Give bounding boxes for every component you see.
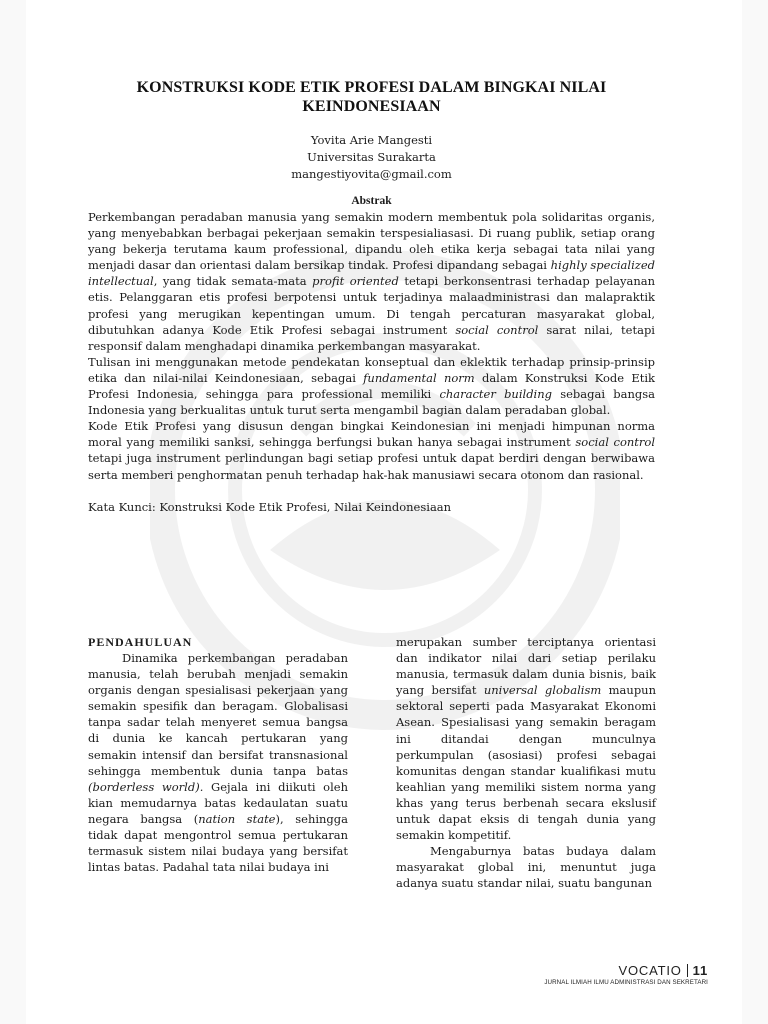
page-number: 11	[692, 963, 708, 978]
left-column	[88, 634, 348, 892]
abstract-heading: Abstrak	[351, 195, 392, 207]
journal-name: VOCATIO	[618, 963, 682, 978]
right-edge-watermark	[742, 0, 768, 1024]
abstract-paragraph-1: Perkembangan peradaban manusia yang semakin modern membentuk pola solidaritas organis, yang menyebabkan berbagai pekerjaan semakin terspesialiasasi. Di ruang publik, setiap orang yang bekerja terutama kaum professional, dipandu oleh etika kerja sebagai tata nilai yang menjadi dasar dan orientasi dalam bersikap tindak. Profesi dipandang sebagai highly specialized intellectual, yang tidak semata-mata profit oriented tetapi berkonsentrasi terhadap pelayanan etis. Pelanggaran etis profesi berpotensi untuk terjadinya malaadministrasi dan malapraktik profesi yang merugikan kepentingan umum. Di tengah percaturan masyarakat global, dibutuhkan adanya Kode Etik Profesi sebagai instrument social control sarat nilai, tetapi responsif dalam menghadapi dinamika perkembangan masyarakat.	[88, 210, 655, 353]
author-email: mangestiyovita@gmail.com	[291, 167, 452, 181]
author-affiliation: Universitas Surakarta	[307, 150, 436, 164]
intro-paragraph-1: Dinamika perkembangan peradaban manusia, telah berubah menjadi semakin organis dengan spesialisasi pekerjaan yang semakin spesifik dan beragam. Globalisasi tanpa sadar telah menyeret semua bangsa di dunia ke kancah pertukaran yang semakin intensif dan bersifat transnasional sehingga membentuk dunia tanpa batas (borderless world). Gejala ini diikuti oleh kian memudarnya batas kedaulatan suatu negara bangsa (nation state), sehingga tidak dapat mengontrol semua pertukaran termasuk sistem nilai budaya yang bersifat lintas batas. Padahal tata nilai budaya ini	[88, 651, 349, 875]
article-header	[88, 78, 655, 515]
journal-subtitle: JURNAL ILMIAH ILMU ADMINISTRASI DAN SEKRETARI	[544, 979, 708, 986]
author-name: Yovita Arie Mangesti	[310, 133, 433, 147]
intro-paragraph-2: Mengaburnya batas budaya dalam masyarakat global ini, menuntut juga adanya suatu standar nilai, suatu bangunan	[396, 844, 656, 891]
abstract-body	[88, 209, 655, 483]
left-edge-watermark	[0, 0, 26, 1024]
section-heading: PENDAHULUAN	[88, 635, 193, 649]
paper-title: KONSTRUKSI KODE ETIK PROFESI DALAM BINGKAI NILAI KEINDONESIAAN	[136, 79, 607, 115]
body-columns	[88, 634, 656, 892]
intro-paragraph-1-continued: merupakan sumber terciptanya orientasi dan indikator nilai dari setiap perilaku manusia, termasuk dalam dunia bisnis, baik yang bersifat universal globalism maupun sektoral seperti pada Masyarakat Ekonomi Asean. Spesialisasi yang semakin beragam ini ditandai dengan munculnya perkumpulan (asosiasi) profesi sebagai komunitas dengan standar kualifikasi mutu keahlian yang memiliki sistem norma yang khas yang terus berbenah secara ekslusif untuk dapat eksis di tengah dunia yang semakin kompetitif.	[396, 635, 656, 843]
abstract-paragraph-3: Kode Etik Profesi yang disusun dengan bingkai Keindonesian ini menjadi himpunan norma moral yang memiliki sanksi, sehingga berfungsi bukan hanya sebagai instrument social control tetapi juga instrument perlindungan bagi setiap profesi untuk dapat berdiri dengan berwibawa serta memberi penghormatan penuh terhadap hak-hak manusiawi secara otonom dan rasional.	[88, 419, 655, 482]
footer-divider	[687, 964, 688, 977]
abstract-paragraph-2: Tulisan ini menggunakan metode pendekatan konseptual dan eklektik terhadap prinsip-prinsip etika dan nilai-nilai Keindonesiaan, sebagai fundamental norm dalam Konstruksi Kode Etik Profesi Indonesia, sehingga para professional memiliki character building sebagai bangsa Indonesia yang berkualitas untuk turut serta mengambil bagian dalam peradaban global.	[88, 354, 655, 418]
journal-footer	[544, 963, 708, 986]
right-column	[396, 634, 656, 892]
keywords: Kata Kunci: Konstruksi Kode Etik Profesi, Nilai Keindonesiaan	[88, 499, 452, 514]
author-block	[88, 132, 655, 183]
